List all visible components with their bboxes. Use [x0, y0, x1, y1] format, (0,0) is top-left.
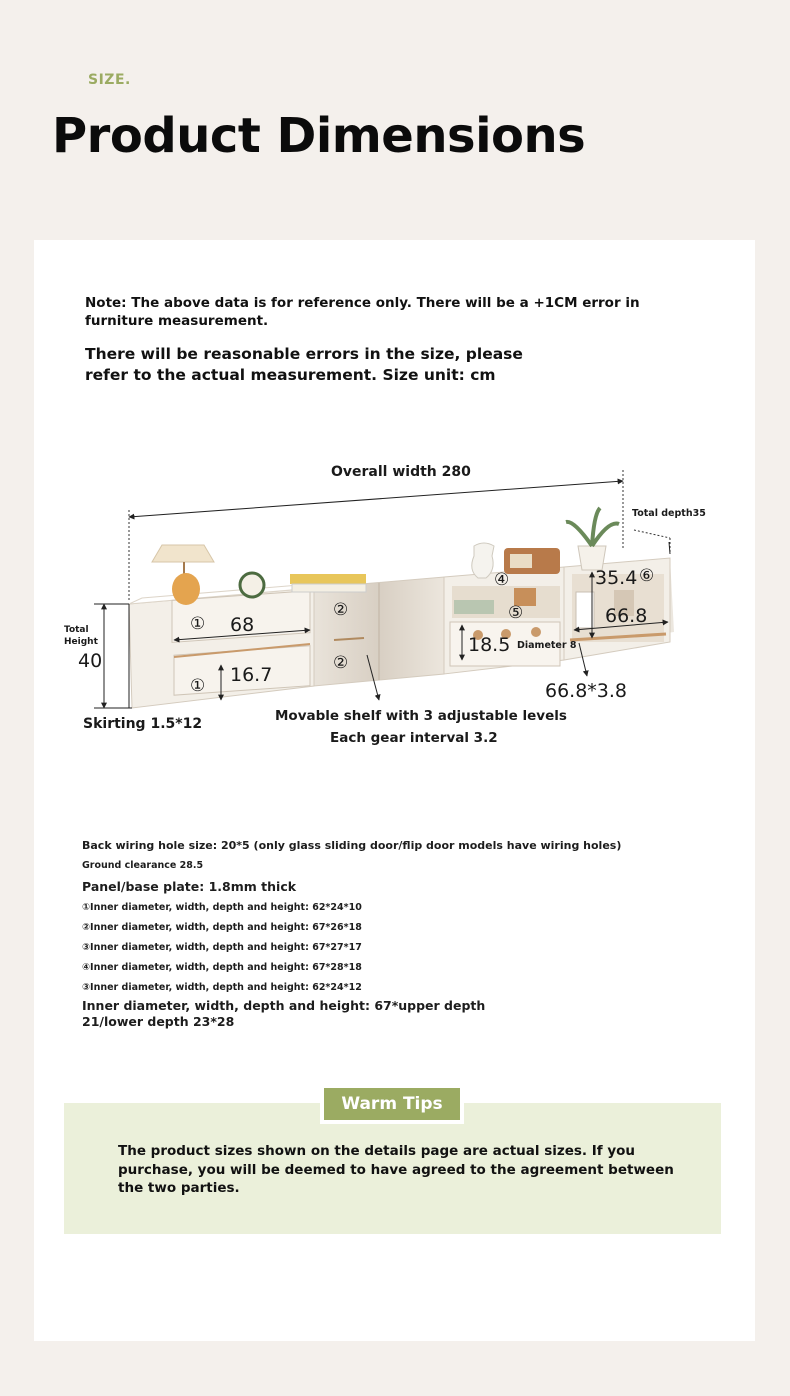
marker-4: ④: [494, 570, 510, 590]
skirting-label: Skirting 1.5*12: [83, 716, 203, 732]
inner-spec-2: ②Inner diameter, width, depth and height: 67*26*18: [82, 922, 362, 933]
marker-1-top: ①: [190, 614, 206, 634]
overall-width-label: Overall width 280: [331, 464, 471, 480]
marker-2-bottom: ②: [333, 653, 349, 673]
total-height-label: Total Height: [64, 625, 98, 647]
inner-spec-1: ①Inner diameter, width, depth and height: 62*24*10: [82, 902, 362, 913]
diameter-label: Diameter 8: [517, 640, 577, 651]
drawer-height-value: 16.7: [230, 664, 273, 686]
inner-spec-6: Inner diameter, width, depth and height: 67*upper depth 21/lower depth 23*28: [82, 998, 486, 1029]
warm-tips-text: The product sizes shown on the details page are actual sizes. If you purchase, you will be deemed to have agreed to the agreement between the two parties.: [118, 1143, 674, 1196]
marker-1-bottom: ①: [190, 676, 206, 696]
warm-tips-header: [320, 1084, 464, 1124]
marker-5: ⑤: [508, 603, 524, 623]
total-depth-label: Total depth35: [632, 508, 706, 519]
content-card: [34, 240, 755, 1341]
marker-2-top: ②: [333, 600, 349, 620]
warm-tips-title: Warm Tips: [324, 1088, 460, 1120]
rail-size-value: 66.8*3.8: [545, 680, 628, 702]
inner-spec-5: ③Inner diameter, width, depth and height: 62*24*12: [82, 982, 362, 993]
page-title: Product Dimensions: [52, 108, 586, 164]
shelf-note-1: Movable shelf with 3 adjustable levels: [275, 708, 567, 724]
ground-clearance-spec: Ground clearance 28.5: [82, 860, 204, 871]
reference-note: Note: The above data is for reference only. There will be a +1CM error in furniture measurement.: [85, 295, 640, 329]
error-notice: There will be reasonable errors in the size, please refer to the actual measurement. Size unit: cm: [85, 345, 523, 384]
right-width-value: 66.8: [605, 605, 648, 627]
panel-spec: Panel/base plate: 1.8mm thick: [82, 879, 297, 894]
inner-spec-4: ④Inner diameter, width, depth and height: 67*28*18: [82, 962, 362, 973]
marker-6: ⑥: [639, 566, 655, 586]
spec-list: [82, 836, 642, 1030]
total-height-value: 40: [78, 650, 103, 672]
inner-spec-3: ③Inner diameter, width, depth and height: 67*27*17: [82, 942, 362, 953]
right-height-value: 35.4: [595, 567, 638, 589]
wiring-hole-spec: Back wiring hole size: 20*5 (only glass sliding door/flip door models have wiring holes): [82, 839, 622, 852]
shelf-note-2: Each gear interval 3.2: [330, 730, 498, 746]
drawer-width-value: 68: [230, 614, 255, 636]
dimension-diagram: [34, 450, 755, 770]
size-tag: SIZE.: [88, 72, 131, 88]
compartment-height-value: 18.5: [468, 634, 511, 656]
